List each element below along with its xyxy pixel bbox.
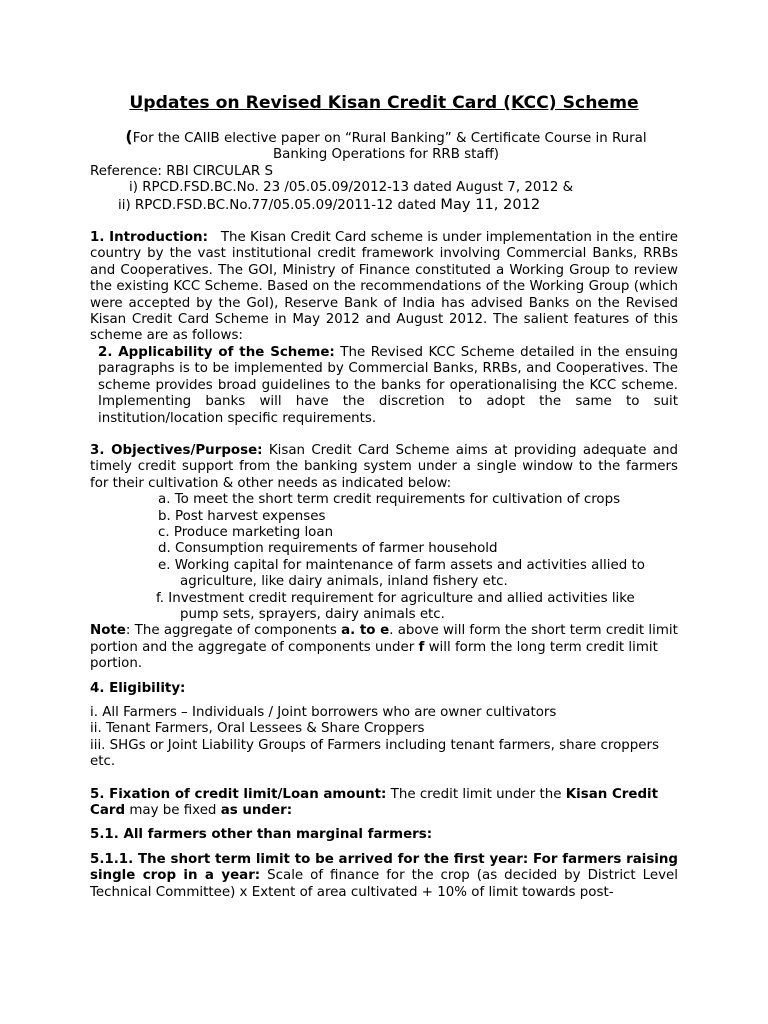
document-page [90,82,678,901]
fixation-heading: 5. Fixation of credit limit/Loan amount: [90,786,387,802]
section-objectives [90,443,678,492]
reference-item-2-date: May 11, 2012 [440,195,541,213]
eligibility-list [90,705,678,771]
applicability-text: The Revised KCC Scheme detailed in the ensuing paragraphs is to be implemented by Commercial Banks, RRBs, and Cooperatives. The scheme provides broad guidelines to the banks for operationalising the KCC scheme. Implementing banks will have the discretion to adopt the same to suit institution/location specific requirements. [98,344,678,426]
note-label: Note [90,623,126,639]
section-5-1-1 [90,852,678,901]
subtitle-paren: ( [125,127,133,146]
section-5-1-1-heading: 5.1.1. The short term limit to be arrived for the first year: For farmers raising single crop in a year: [90,851,678,884]
note-bold-1: a. to e [341,623,390,639]
section-5-1-heading: 5.1. All farmers other than marginal farmers: [90,827,433,843]
list-item: a. To meet the short term credit requirements for cultivation of crops [158,492,621,508]
introduction-heading: 1. Introduction: [90,230,208,246]
section-5-1-1-text: Scale of finance for the crop (as decided by District Level Technical Committee) x Extent of area cultivated + 10% of limit towards post- [90,868,678,900]
list-item: b. Post harvest expenses [158,508,326,524]
reference-item-2 [118,197,678,214]
note-text-1: : The aggregate of components [125,623,342,639]
fixation-bold-1: Kisan Credit Card [90,786,659,819]
objectives-text: Kisan Credit Card Scheme aims at providing adequate and timely credit support from the banking system under a single window to the farmers for their cultivation & other needs as indicated below: [90,442,678,491]
list-item: ii. Tenant Farmers, Oral Lessees & Share Croppers [90,721,425,737]
eligibility-heading: 4. Eligibility: [90,680,186,696]
list-item: f. Investment credit requirement for agriculture and allied activities like [156,590,635,606]
fixation-text-2: may be fixed [125,803,221,819]
list-item-continuation: pump sets, sprayers, dairy animals etc. [180,606,445,622]
introduction-text: The Kisan Credit Card scheme is under implementation in the entire country by the vast institutional credit framework involving Commercial Banks, RRBs and Cooperatives. The GOI, Ministry of Finance constituted a Working Group to review the existing KCC Scheme. Based on the recommendations of the Working Group (which were accepted by the GoI), Reserve Bank of India has advised Banks on the Revised Kisan Credit Card Scheme in May 2012 and August 2012. The salient features of this scheme are as follows: [90,230,678,344]
fixation-bold-2: as under: [220,803,293,819]
page-title: Updates on Revised Kisan Credit Card (KCC) Scheme [129,93,639,113]
note-text-2: . above will form the short term credit limit portion and the aggregate of components under [90,623,678,655]
objectives-list [90,492,678,623]
subtitle-line-2: Banking Operations for RRB staff) [272,147,500,163]
list-item: c. Produce marketing loan [158,524,334,540]
list-item: iii. SHGs or Joint Liability Groups of Farmers including tenant farmers, share croppers etc. [90,737,660,770]
objectives-note [90,623,678,672]
section-applicability [90,345,678,427]
fixation-text-1: The credit limit under the [386,786,566,802]
reference-item-2-text: ii) RPCD.FSD.BC.No.77/05.05.09/2011-12 dated [118,197,441,213]
note-bold-2: f [418,639,425,655]
section-fixation [90,787,678,820]
note-text-3: will form the long term credit limit portion. [90,639,658,672]
subtitle-line-1 [90,129,678,147]
list-item: i. All Farmers – Individuals / Joint borrowers who are owner cultivators [90,705,557,720]
list-item: d. Consumption requirements of farmer household [158,541,498,557]
applicability-heading: 2. Applicability of the Scheme: [98,344,335,360]
subtitle-text-1: For the CAIIB elective paper on “Rural Banking” & Certificate Course in Rural [132,131,647,146]
list-item-continuation: agriculture, like dairy animals, inland fishery etc. [180,574,508,590]
reference-item-1: i) RPCD.FSD.BC.No. 23 /05.05.09/2012-13 dated August 7, 2012 & [129,180,574,196]
objectives-heading: 3. Objectives/Purpose: [90,442,263,458]
list-item: e. Working capital for maintenance of farm assets and activities allied to [158,557,645,573]
reference-label: Reference: RBI CIRCULAR S [90,163,273,179]
section-introduction [90,230,678,345]
